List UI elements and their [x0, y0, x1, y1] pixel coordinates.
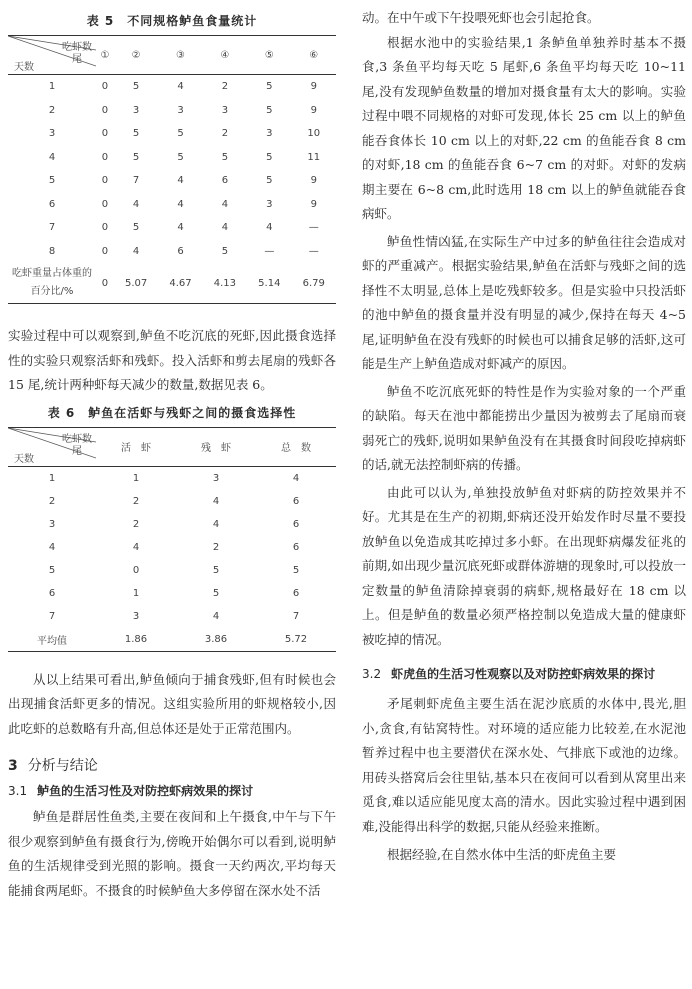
table-row — [8, 122, 336, 146]
table-row — [8, 605, 336, 628]
paragraph: 根据经验,在自然水体中生活的虾虎鱼主要 — [387, 847, 616, 862]
table5-footer-row — [8, 263, 336, 304]
table-cell: 9 — [310, 175, 317, 187]
table-cell: 5 — [266, 81, 273, 93]
table-cell: 3 — [132, 104, 140, 116]
left-column — [8, 0, 336, 903]
table6-col-header: 总 数 — [281, 443, 311, 454]
table5-footer-label — [8, 263, 96, 304]
paragraph: 动。在中午或下午投喂死虾也会引起抢食。 — [362, 10, 600, 25]
table-cell: 平均值 — [37, 635, 67, 647]
table-cell: 5 — [132, 222, 140, 234]
table-cell: 2 — [48, 104, 56, 116]
table6-header-right: 尾 — [72, 445, 82, 457]
table-cell: 1 — [48, 472, 56, 484]
table6-diagonal-header — [8, 427, 96, 466]
right-column — [362, 0, 686, 868]
paragraph: 矛尾刺虾虎鱼主要生活在泥沙底质的水体中,畏光,胆小,贪食,有钻窝特性。对环境的适应能力比较差,在水泥池暂养过程中也主要潜伏在深水处、气排底下或池的边缘。用砖头搭窝后会往里钻,基本只在夜间可以看到从窝里出来觅食,难以适应能见度太高的清水。因此实验过程中遇到困难,没能得出科学的数据,只能从经验来推断。 — [362, 696, 686, 834]
table-cell: 4 — [266, 222, 273, 234]
table-cell: 4 — [177, 222, 184, 234]
table-cell: 2 — [212, 541, 220, 553]
table-cell: 4 — [212, 495, 220, 507]
table-cell: 5 — [48, 175, 56, 187]
table-cell: 4 — [177, 81, 184, 93]
table-cell: 3 — [177, 104, 184, 116]
table-cell: 4 — [132, 198, 140, 210]
table-cell: — — [264, 245, 275, 257]
table-row — [8, 216, 336, 240]
table-cell: 5 — [132, 128, 140, 140]
table-cell: 5 — [221, 151, 229, 163]
subsection-number: 3.2 — [362, 667, 382, 681]
table-cell: 7 — [48, 610, 56, 622]
table-cell: 4 — [177, 175, 184, 187]
subsection-heading — [362, 662, 686, 686]
table5-col-header: ② — [131, 49, 141, 61]
table-row — [8, 536, 336, 559]
subsection-number: 3.1 — [8, 784, 28, 798]
table-cell: 4 — [212, 518, 220, 530]
table5-col-header: ④ — [220, 49, 230, 61]
table-cell: 0 — [101, 222, 109, 234]
table-row — [8, 513, 336, 536]
table5-col-header: ③ — [176, 49, 185, 61]
table-cell: 0 — [132, 564, 140, 576]
table-cell: 4 — [221, 198, 229, 210]
table-cell: 0 — [101, 198, 109, 210]
table-cell: 4 — [132, 541, 140, 553]
table-cell: 3 — [266, 128, 273, 140]
table-cell: 5.72 — [284, 633, 308, 645]
table5 — [8, 35, 336, 304]
table-cell: 5 — [266, 104, 273, 116]
table-cell: 11 — [307, 151, 321, 163]
table-cell: 4 — [292, 472, 300, 484]
table-row — [8, 559, 336, 582]
section-title: 分析与结论 — [27, 758, 98, 774]
table-row — [8, 490, 336, 513]
table-cell: 7 — [132, 175, 140, 187]
paragraph: 从以上结果可看出,鲈鱼倾向于捕食残虾,但有时候也会出现捕食活虾更多的情况。这组实验所用的虾规格较小,因此吃虾的总数略有升高,但总体还是处于正常范围内。 — [8, 671, 336, 736]
table-row — [8, 99, 336, 123]
table6-header-top: 吃虾数 — [62, 433, 92, 445]
table-cell: 6 — [221, 175, 229, 187]
table-row — [8, 466, 336, 490]
table-cell: 1 — [132, 472, 140, 484]
table-row — [8, 146, 336, 170]
table-cell: 4 — [48, 151, 56, 163]
table6-title: 表 6 鲈鱼在活虾与残虾之间的摄食选择性 — [47, 405, 297, 420]
footer-label-line1: 吃虾重量占体重的 — [12, 268, 92, 279]
table-cell: 2 — [132, 495, 140, 507]
table-cell: 5 — [266, 175, 273, 187]
table-cell: 0 — [101, 151, 109, 163]
table6-col-header: 残 虾 — [201, 443, 231, 454]
table6-footer-row — [8, 628, 336, 652]
table-row — [8, 169, 336, 193]
table-cell: 1.86 — [124, 633, 148, 645]
table-cell: 3 — [132, 610, 140, 622]
table-cell: 5.14 — [258, 277, 281, 289]
table-cell: 5 — [132, 81, 140, 93]
table-cell: — — [308, 222, 319, 234]
table-cell: 5 — [221, 245, 229, 257]
subsection-title: 鲈鱼的生活习性及对防控虾病效果的探讨 — [37, 784, 254, 798]
table6 — [8, 427, 336, 652]
table-cell: 3 — [212, 472, 220, 484]
table-cell: 5 — [177, 151, 184, 163]
paragraph: 鲈鱼不吃沉底死虾的特性是作为实验对象的一个严重的缺陷。每天在池中都能捞出少量因为被剪去了尾扇而衰弱死亡的残虾,说明如果鲈鱼没有在其摄食时间段吃掉病虾的话,就无法控制虾病的传播。 — [362, 383, 686, 472]
table-cell: 1 — [132, 587, 140, 599]
paragraph: 由此可以认为,单独投放鲈鱼对虾病的防控效果并不好。尤其是在生产的初期,虾病还没开始发作时尽量不要投放鲈鱼以免造成其吃掉过多小虾。在出现虾病爆发征兆的前期,如出现少量沉底死虾或群体游塘的现象时,可以投放一定数量的鲈鱼清除掉衰弱的病虾,规格最好在 18 cm 以上。但是鲈鱼的数量必须严格控制以免造成大量的健康虾被吃掉的情况。 — [362, 484, 686, 647]
table-cell: 7 — [292, 610, 300, 622]
table-cell: 6 — [292, 541, 300, 553]
table-cell: 9 — [310, 198, 317, 210]
table-cell: 8 — [48, 245, 56, 257]
table-cell: 5 — [292, 564, 300, 576]
table-cell: 1 — [48, 81, 56, 93]
table5-header-left: 天数 — [14, 62, 34, 73]
table5-col-header: ⑥ — [309, 49, 319, 61]
table-cell: 4.13 — [213, 277, 237, 289]
table5-header-top: 吃虾数 — [62, 42, 92, 53]
table-cell: 6 — [292, 518, 300, 530]
table-cell: 5 — [48, 564, 56, 576]
table-cell: 2 — [221, 128, 229, 140]
table-cell: 4 — [132, 245, 140, 257]
table-cell: 3 — [221, 104, 229, 116]
table-cell: 0 — [101, 277, 109, 289]
table-cell: 0 — [101, 104, 109, 116]
table-cell: 4 — [177, 198, 184, 210]
table5-diagonal-header — [8, 36, 96, 75]
table-cell: 3.86 — [204, 633, 228, 645]
table-cell: 0 — [101, 245, 109, 257]
table-cell: 2 — [48, 495, 56, 507]
table-cell: 6 — [48, 587, 56, 599]
section-heading — [8, 755, 336, 775]
table-cell: 3 — [48, 518, 56, 530]
table5-title: 表 5 不同规格鲈鱼食量统计 — [86, 14, 258, 28]
table-cell: 2 — [221, 81, 229, 93]
section-number: 3 — [8, 758, 18, 774]
table-cell: 3 — [48, 128, 56, 140]
subsection-title: 虾虎鱼的生活习性观察以及对防控虾病效果的探讨 — [391, 667, 656, 681]
table-cell: 9 — [310, 104, 317, 116]
paragraph: 鲈鱼是群居性鱼类,主要在夜间和上午摄食,中午与下午很少观察到鲈鱼有摄食行为,傍晚开始偶尔可以看到,说明鲈鱼的生活规律受到光照的影响。摄食一天约两次,平均每天能捕食两尾虾。不摄食的时候鲈鱼大多停留在深水处不活 — [8, 809, 336, 898]
table-cell: 0 — [101, 175, 109, 187]
table-row — [8, 75, 336, 99]
table-cell: 6 — [177, 245, 184, 257]
table-cell: 0 — [101, 128, 109, 140]
footer-label-line2: 百分比/% — [30, 286, 74, 297]
table-cell: 10 — [307, 128, 321, 140]
table-cell: 0 — [101, 81, 109, 93]
table6-col-header: 活 虾 — [121, 443, 151, 454]
table-cell: 5 — [132, 151, 140, 163]
table-cell: 7 — [48, 222, 56, 234]
table-cell: 5 — [212, 587, 220, 599]
paragraph: 根据水池中的实验结果,1 条鲈鱼单独养时基本不摄食,3 条鱼平均每天吃 5 尾虾,6 条鱼平均每天吃 10~11 尾,没有发现鲈鱼数量的增加对摄食量有太大的影响。实验过程中喂不同规格的对虾可发现,体长 25 cm 以上的鲈鱼能吞食体长 10 cm 以上的对虾,22 cm 的鱼能吞食 8 cm 的对虾,18 cm 的鱼能吞食 6~7 cm 的对虾。对虾的发病期主要在 6~8 cm,此时选用 18 cm 以上的鲈鱼就能吞食病虾。 — [362, 34, 686, 221]
paragraph: 实验过程中可以观察到,鲈鱼不吃沉底的死虾,因此摄食选择性的实验只观察活虾和残虾。投入活虾和剪去尾扇的残虾各 15 尾,统计两种虾每天减少的数量,数据见表 6。 — [8, 328, 336, 392]
table-cell: 4 — [212, 610, 220, 622]
table-cell: 5 — [212, 564, 220, 576]
table-cell: 6.79 — [302, 277, 325, 289]
table-cell: — — [308, 245, 319, 257]
table5-col-header: ⑤ — [264, 49, 274, 61]
table-cell: 4 — [48, 541, 56, 553]
table-cell: 4 — [221, 222, 229, 234]
subsection-heading — [8, 779, 336, 803]
table-cell: 5.07 — [124, 277, 148, 289]
paragraph: 鲈鱼性情凶猛,在实际生产中过多的鲈鱼往往会造成对虾的严重减产。根据实验结果,鲈鱼在活虾与残虾之间的选择性不太明显,总体上是吃残虾较多。但是实验中只投活虾的池中鲈鱼的摄食量并没有明显的减少,保持在每天 4~5 尾,证明鲈鱼在没有残虾的时候也可以捕食足够的活虾,这可能是生产上鲈鱼造成对虾减产的原因。 — [362, 233, 686, 371]
table-cell: 4.67 — [169, 277, 192, 289]
table-row — [8, 193, 336, 217]
table-cell: 5 — [177, 128, 184, 140]
table-cell: 6 — [292, 587, 300, 599]
table-row — [8, 240, 336, 264]
table-row — [8, 582, 336, 605]
table6-header-left: 天数 — [14, 453, 34, 465]
table-cell: 9 — [310, 81, 317, 93]
table-cell: 6 — [48, 198, 56, 210]
table5-col-header: ① — [100, 49, 110, 61]
table-cell: 2 — [132, 518, 140, 530]
table-cell: 6 — [292, 495, 300, 507]
table-cell: 5 — [266, 151, 273, 163]
table5-header-right: 尾 — [72, 54, 82, 65]
table-cell: 3 — [266, 198, 273, 210]
